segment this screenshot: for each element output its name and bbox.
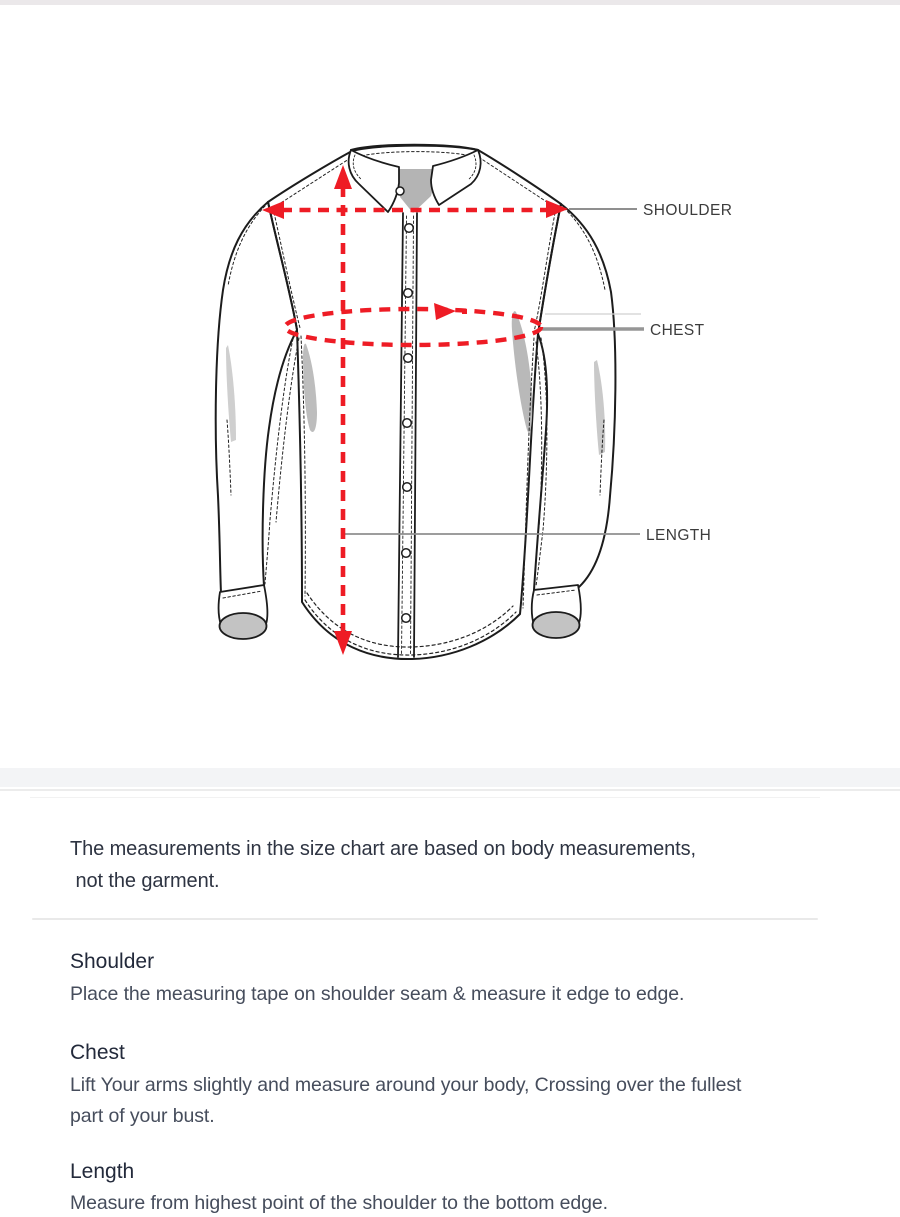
shoulder-section-description: Place the measuring tape on shoulder seam & measure it edge to edge.	[70, 983, 685, 1005]
length-section-description: Measure from highest point of the shoulder to the bottom edge.	[70, 1192, 608, 1214]
chest-arrow-dot	[462, 309, 467, 314]
length-label: LENGTH	[646, 527, 712, 544]
chest-label: CHEST	[650, 322, 705, 339]
collar-button	[396, 187, 404, 195]
separator-hairline-2	[30, 797, 820, 798]
section-separator-band	[0, 768, 900, 787]
shoulder-label: SHOULDER	[643, 202, 733, 219]
separator-hairline	[0, 789, 900, 791]
left-cuff-opening	[220, 613, 267, 639]
chest-section-title: Chest	[70, 1041, 125, 1064]
size-chart-note-line-2: not the garment.	[70, 870, 220, 892]
length-section-title: Length	[70, 1160, 135, 1183]
right-cuff-opening	[533, 612, 580, 638]
shirt-illustration	[216, 145, 616, 659]
shoulder-section-title: Shoulder	[70, 950, 155, 973]
chest-section-description-line-1: Lift Your arms slightly and measure around your body, Crossing over the fullest	[70, 1074, 742, 1096]
chest-section-description-line-2: part of your bust.	[70, 1105, 215, 1127]
size-chart-note-line-1: The measurements in the size chart are based on body measurements,	[70, 838, 696, 860]
note-divider	[32, 918, 818, 920]
